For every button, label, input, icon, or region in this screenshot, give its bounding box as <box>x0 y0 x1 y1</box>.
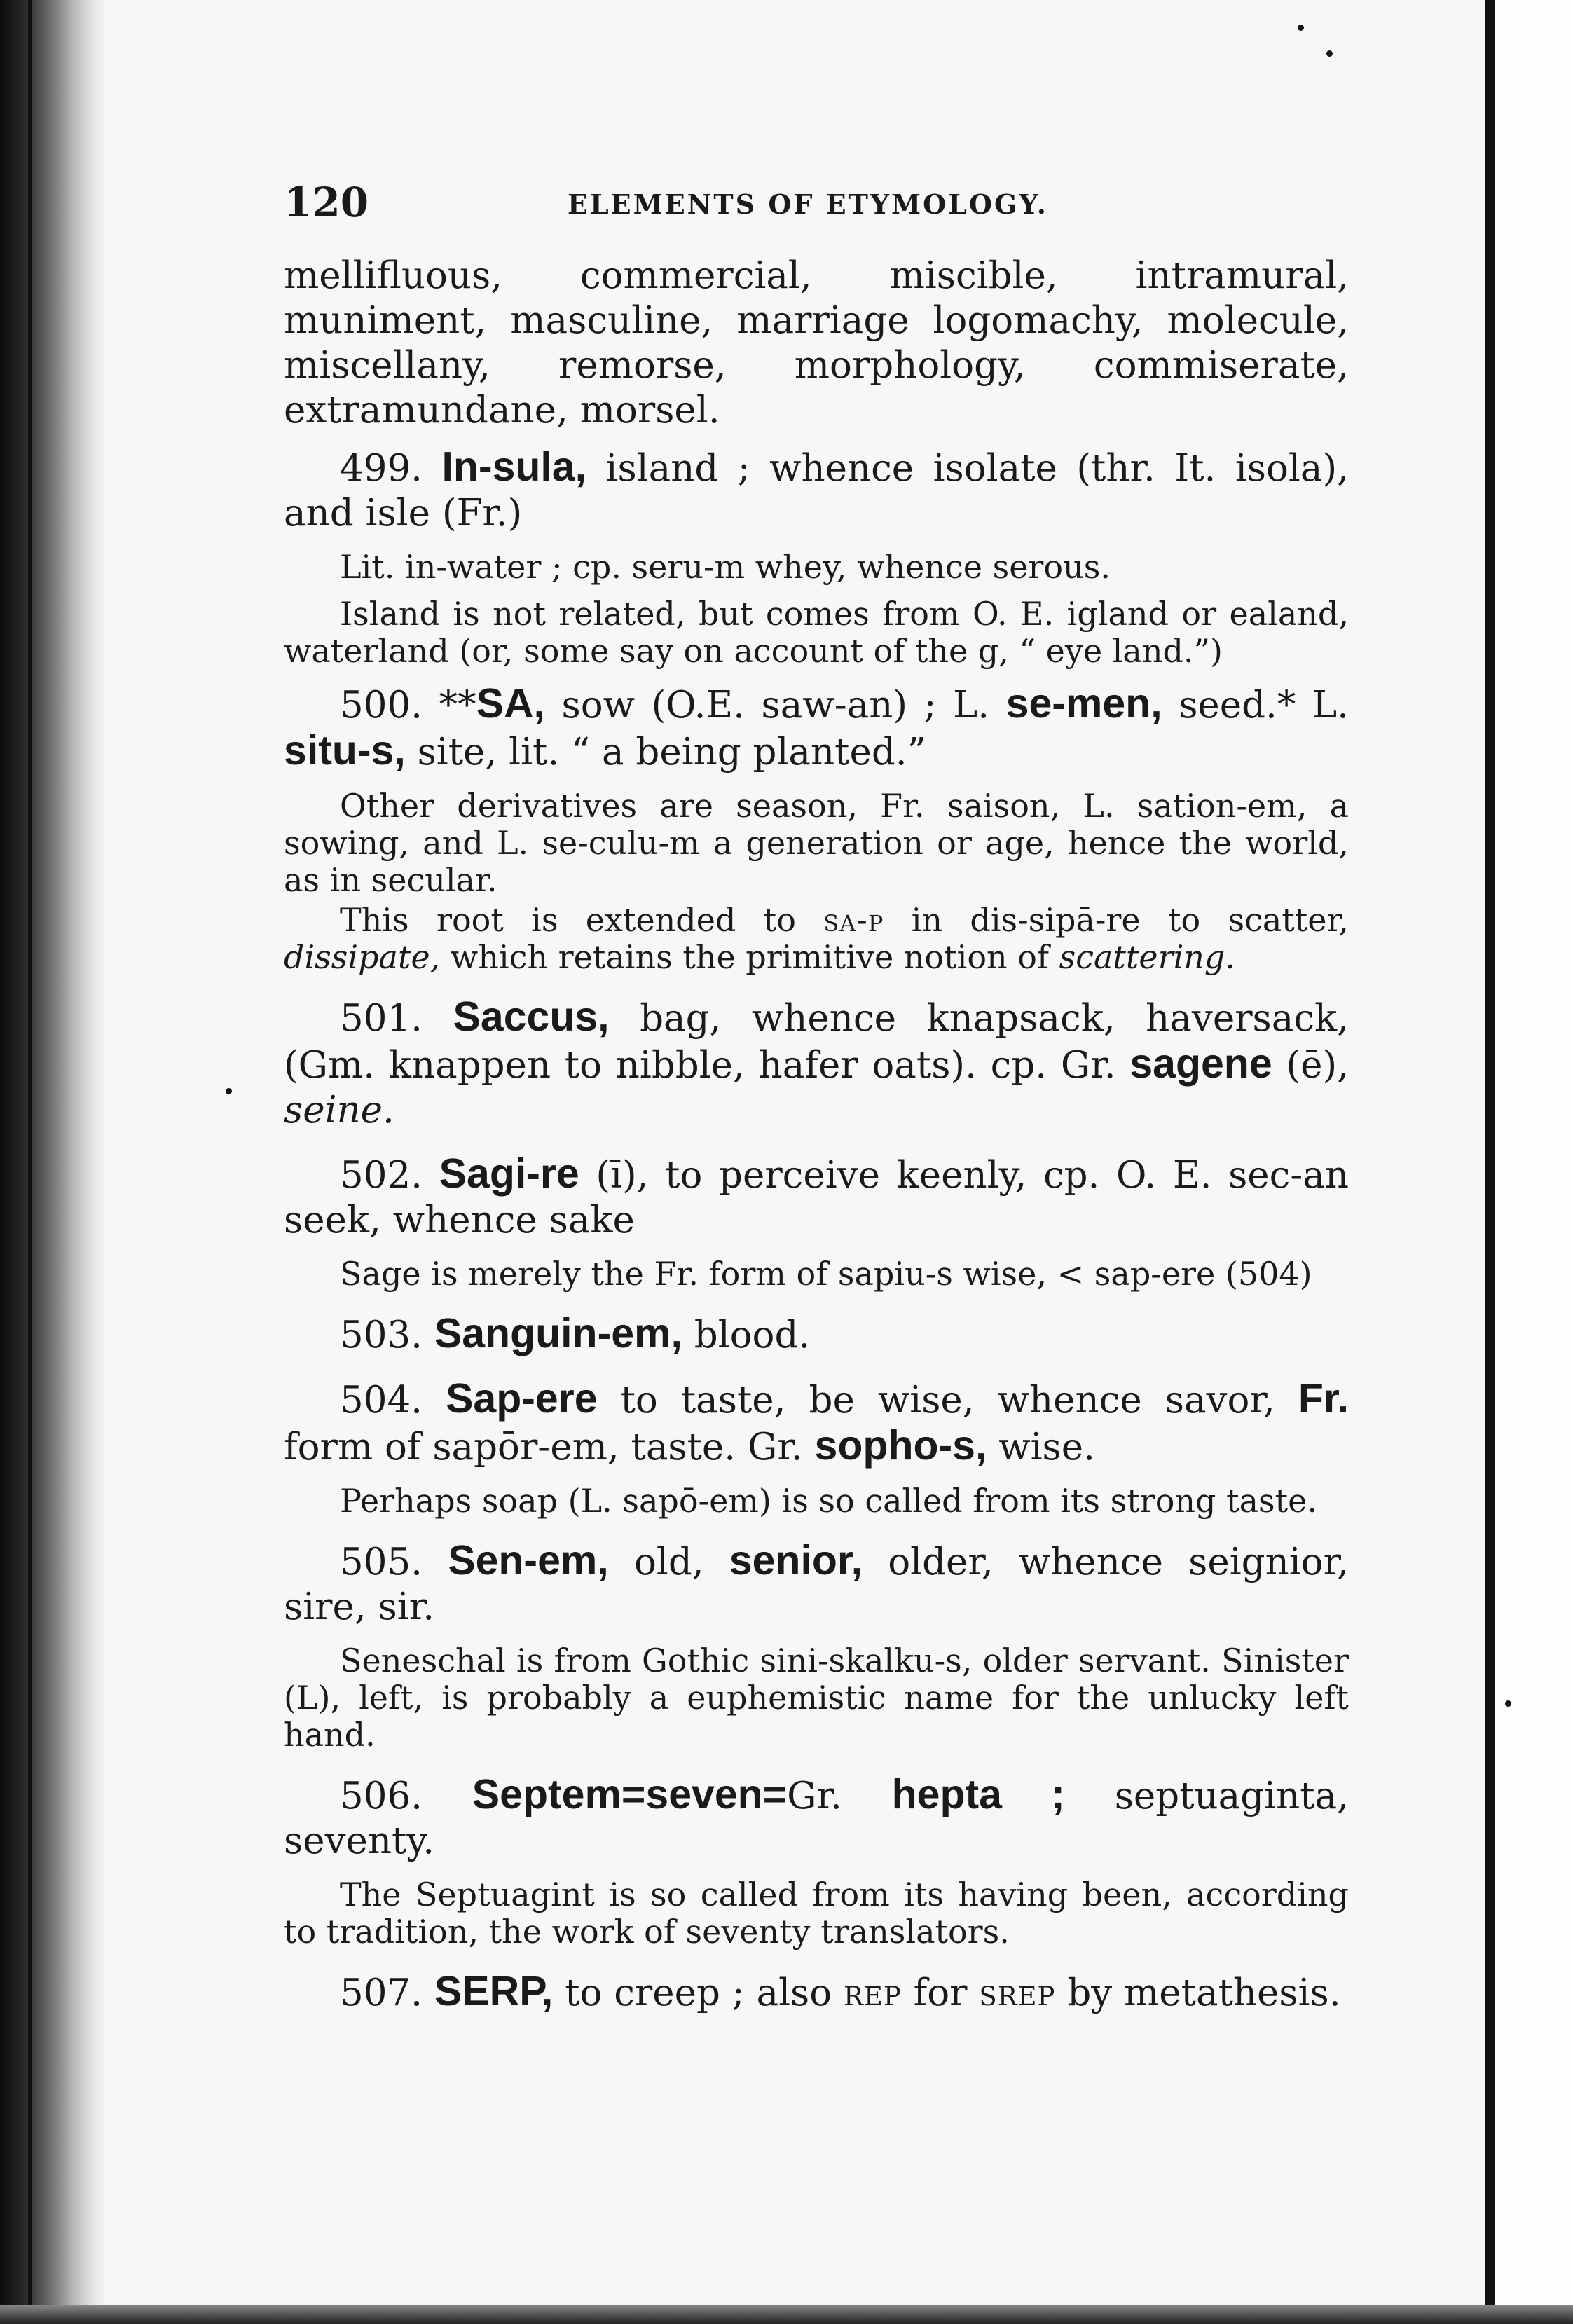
entry-505 <box>284 1538 1349 1630</box>
entry-text: by metathesis. <box>1067 1972 1341 2014</box>
headword: Septem=seven= <box>472 1771 788 1817</box>
headword: Sagi-re <box>439 1150 579 1197</box>
scan-margin <box>1495 0 1573 2324</box>
note-499-2: Island is not related, but comes from O. E. igland or ealand, waterland (or, some say on account of the g, “ eye land.”) <box>284 595 1349 670</box>
headword: sopho-s, <box>814 1422 987 1469</box>
entry-number: 505. <box>340 1541 423 1583</box>
headword: SERP, <box>434 1968 554 2014</box>
entry-number: 501. <box>340 997 423 1040</box>
note-499-1: Lit. in-water ; cp. seru-m whey, whence serous. <box>340 548 1111 586</box>
entry-text: wise. <box>998 1426 1095 1469</box>
note-italic: dissipate, <box>284 938 441 976</box>
running-head: ELEMENTS OF ETYMOLOGY. <box>568 188 1048 220</box>
entry-number: 502. <box>340 1154 423 1197</box>
entry-root: rep <box>843 1972 902 2014</box>
entry-text: old, <box>633 1541 704 1583</box>
entry-text: (ī), to perceive keenly, cp. O. E. sec-an seek, whence sake <box>284 1154 1349 1242</box>
note-root: sa-p <box>823 901 884 939</box>
entry-number: 500. <box>340 684 423 727</box>
headword: SA, <box>476 680 545 727</box>
entry-marker: ** <box>439 684 476 727</box>
entry-text: to taste, be wise, whence savor, <box>620 1379 1275 1422</box>
ink-speck <box>226 1088 232 1094</box>
page-number: 120 <box>284 179 369 226</box>
ink-speck <box>1326 50 1333 57</box>
note-505: Seneschal is from Gothic sini-skalku-s, older servant. Sinister (L), left, is probably a euphemistic name for the unlucky left hand. <box>284 1642 1349 1754</box>
entry-text: sow (O.E. saw-an) ; L. <box>561 684 990 727</box>
entry-number: 504. <box>340 1379 423 1422</box>
entry-text: to creep ; also <box>565 1972 832 2014</box>
ink-speck <box>1505 1700 1511 1707</box>
headword: Sanguin-em, <box>434 1310 682 1356</box>
note-506: The Septuagint is so called from its having been, according to tradition, the work of seventy translators. <box>284 1876 1349 1951</box>
entry-text: Gr. <box>787 1775 842 1817</box>
entry-text: older, whence seignior, sire, sir. <box>284 1541 1349 1628</box>
entry-501 <box>284 994 1349 1133</box>
entry-text: for <box>913 1972 968 2014</box>
entry-text: island ; whence isolate (thr. It. isola), and isle (Fr.) <box>284 447 1349 535</box>
note-text: This root is extended to <box>340 901 796 939</box>
entry-text: form of sapōr-em, taste. Gr. <box>284 1426 803 1469</box>
entry-504 <box>284 1376 1349 1470</box>
page-bottom-edge <box>0 2305 1573 2324</box>
page-right-edge <box>1485 0 1495 2324</box>
note-text: which retains the primitive notion of <box>450 938 1049 976</box>
entry-507 <box>284 1969 1349 2016</box>
note-text: in dis-sipā-re to scatter, <box>911 901 1349 939</box>
entry-number: 503. <box>340 1314 423 1356</box>
entry-text: site, lit. “ a being planted.” <box>417 731 926 773</box>
entry-506 <box>284 1772 1349 1864</box>
entry-root: srep <box>979 1972 1056 2014</box>
entry-503 <box>284 1311 1349 1358</box>
ink-speck <box>1298 25 1304 31</box>
page-gutter-shadow <box>0 0 105 2324</box>
headword: In-sula, <box>441 444 587 490</box>
intro-line: mellifluous, commercial, miscible, intramural, muniment, masculine, marriage logomachy, molecule, miscellany, remorse, morphology, commiserate, extramundane, morsel. <box>284 254 1349 432</box>
entry-502 <box>284 1151 1349 1243</box>
note-500-1: Other derivatives are season, Fr. saison, L. sation-em, a sowing, and L. se-culu-m a generation or age, hence the world, as in secular. <box>284 787 1349 899</box>
headword: Saccus, <box>453 993 610 1040</box>
entry-number: 499. <box>340 447 423 490</box>
headword: senior, <box>729 1537 863 1583</box>
headword: situ-s, <box>284 727 406 773</box>
headword: Sap-ere <box>446 1375 598 1422</box>
entry-text: blood. <box>694 1314 811 1356</box>
entry-text: (ē), <box>1286 1044 1349 1087</box>
headword: hepta ; <box>891 1771 1065 1817</box>
note-500-2 <box>284 902 1349 976</box>
entry-text: seed.* L. <box>1179 684 1349 727</box>
entry-499 <box>284 444 1349 536</box>
page-header <box>284 179 1342 235</box>
headword: sagene <box>1129 1040 1272 1087</box>
entry-text: septuaginta, seventy. <box>284 1775 1349 1862</box>
book-binding-edge <box>28 0 32 2324</box>
entry-500 <box>284 681 1349 775</box>
note-502: Sage is merely the Fr. form of sapiu-s wise, < sap-ere (504) <box>340 1255 1312 1293</box>
headword: Sen-em, <box>448 1537 609 1583</box>
entry-bold-abbrev: Fr. <box>1298 1375 1349 1422</box>
entry-number: 506. <box>340 1775 423 1817</box>
entry-text: bag, whence knapsack, haversack, (Gm. knappen to nibble, hafer oats). cp. Gr. <box>284 997 1349 1087</box>
note-504: Perhaps soap (L. sapō-em) is so called from its strong taste. <box>340 1482 1317 1520</box>
entry-italic: seine. <box>284 1089 394 1132</box>
page-body <box>284 254 1349 2016</box>
entry-number: 507. <box>340 1972 423 2014</box>
note-italic: scattering. <box>1059 938 1235 976</box>
headword: se-men, <box>1005 680 1162 727</box>
